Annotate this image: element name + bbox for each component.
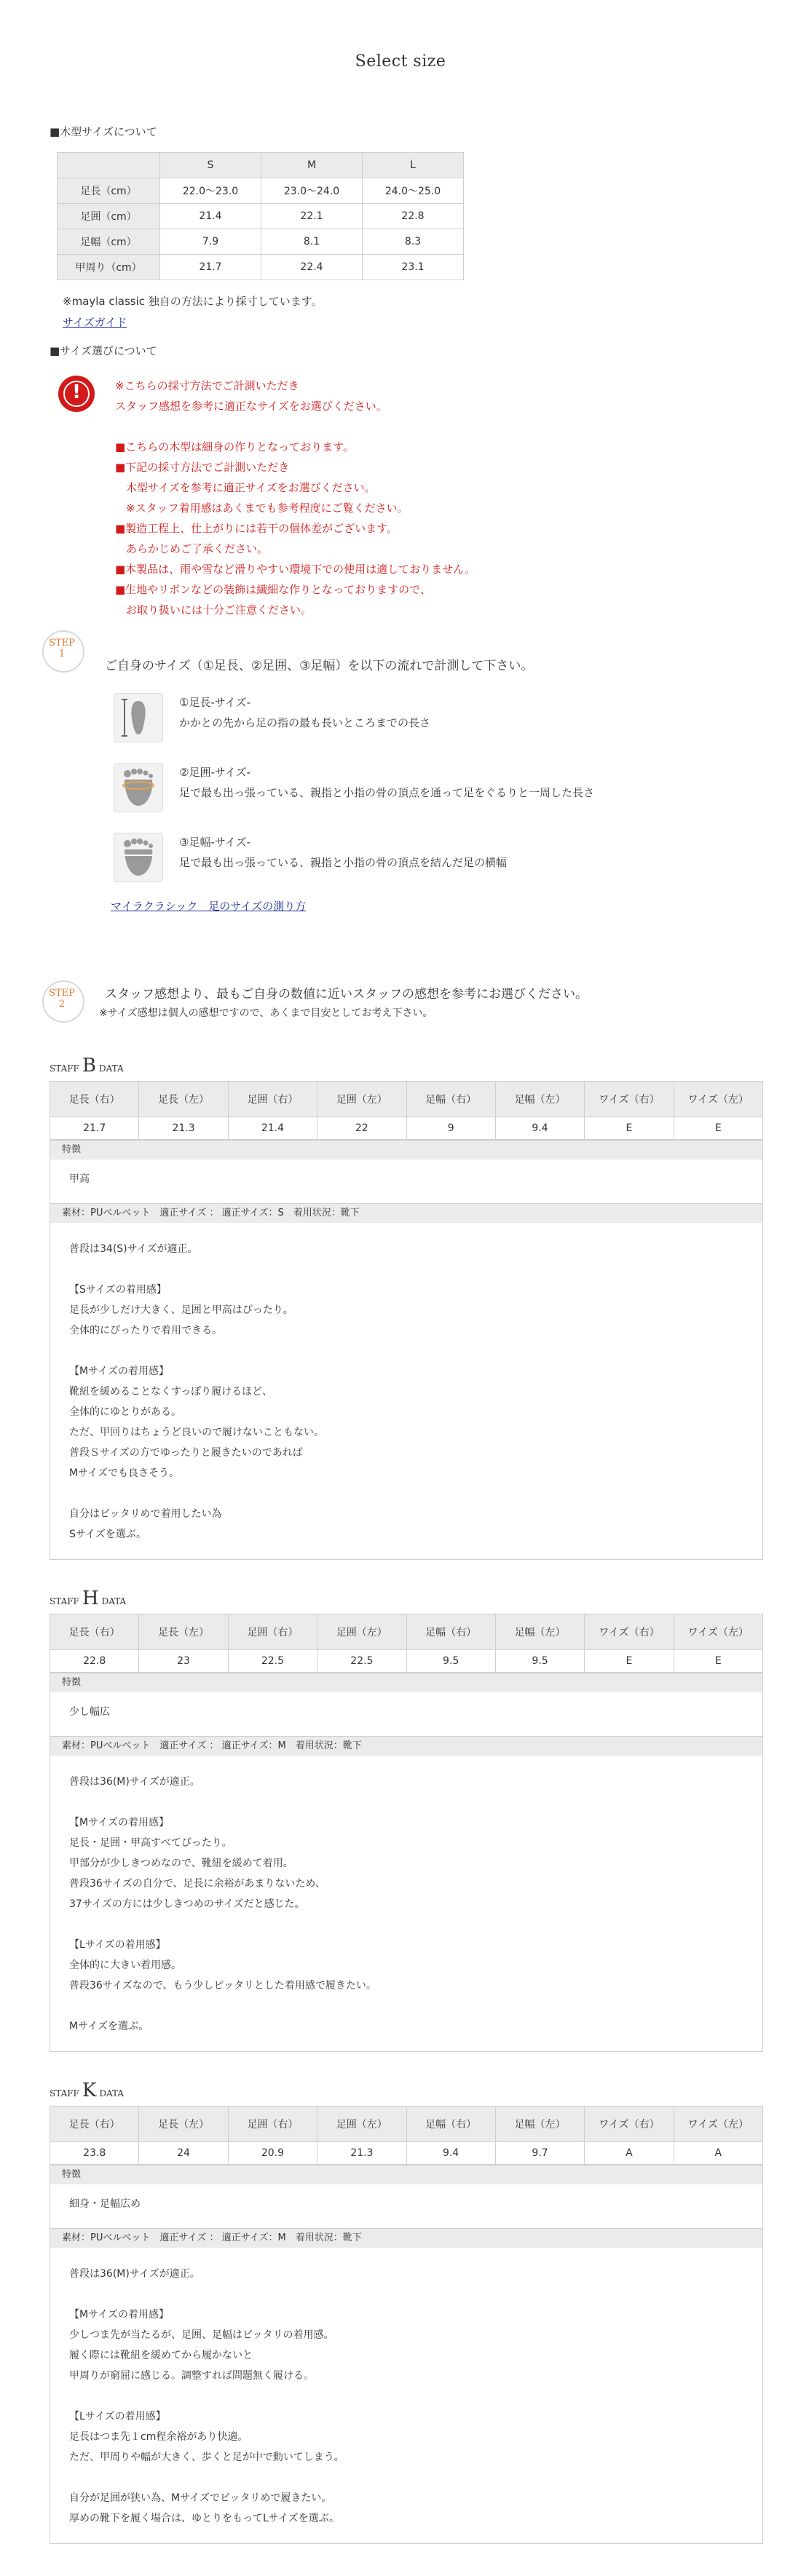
table-cell: 21.4 — [160, 204, 261, 229]
table-cell: E — [674, 1650, 762, 1673]
column-header: ワイズ（左） — [674, 1614, 762, 1650]
row-label: 足幅（cm） — [58, 229, 160, 255]
warning-line: ■生地やリボンなどの装飾は繊細な作りとなっておりますので、 — [115, 583, 431, 596]
staff-b-heading: STAFF B DATA — [50, 1055, 124, 1077]
warning-line: ■本製品は、雨や雪など滑りやすい環境下での使用は適しておりません。 — [115, 563, 476, 576]
column-header: ワイズ（左） — [674, 2107, 762, 2142]
column-header: 足幅（右） — [406, 1082, 495, 1117]
column-header-s: S — [160, 153, 261, 178]
table-cell: 21.7 — [50, 1117, 139, 1140]
step-label: STEP — [49, 638, 75, 649]
warning-line: ※スタッフ着用感はあくまでも参考程度にご覧ください。 — [115, 502, 409, 515]
step2-note: ※サイズ感想は個人の感想ですので、あくまで目安としてお考え下さい。 — [99, 1007, 433, 1019]
table-cell: 23.8 — [50, 2142, 139, 2165]
staff-h-details — [50, 1673, 763, 2052]
table-cell: E — [585, 1650, 674, 1673]
table-cell: A — [674, 2142, 762, 2165]
table-cell: 21.3 — [139, 1117, 228, 1140]
step2 — [0, 980, 801, 1050]
table-cell: 20.9 — [228, 2142, 317, 2165]
mokkei-size-table — [57, 152, 464, 280]
column-header: 足長（左） — [139, 2107, 228, 2142]
column-header: 足長（左） — [139, 1082, 228, 1117]
warning-line: ■下記の採寸方法でご計測いただき — [115, 461, 290, 474]
column-header-m: M — [261, 153, 363, 178]
measure-item-width — [0, 833, 801, 903]
staff-k-details — [50, 2165, 763, 2544]
feature-text: 少し幅広 — [69, 1706, 110, 1718]
table-cell: 22.5 — [228, 1650, 317, 1673]
table-row — [58, 255, 464, 280]
column-header: 足幅（左） — [495, 1082, 584, 1117]
column-header: 足囲（左） — [317, 1614, 406, 1650]
column-header: 足幅（左） — [495, 2107, 584, 2142]
table-row — [58, 229, 464, 255]
column-header: 足囲（右） — [228, 1082, 317, 1117]
table-cell: E — [585, 1117, 674, 1140]
table-cell: 22.8 — [363, 204, 464, 229]
wear-info: 素材：PUベルベット 適正サイズ ： 適正サイズ：M 着用状況：靴下 — [50, 1736, 762, 1756]
column-header: 足囲（左） — [317, 1082, 406, 1117]
staff-h-heading: STAFF H DATA — [50, 1588, 127, 1609]
measure-desc: 足で最も出っ張っている、親指と小指の骨の頂点を通って足をぐるりと一周した長さ — [179, 786, 595, 799]
column-header: 足囲（右） — [228, 1614, 317, 1650]
mokkei-note: ※mayla classic 独自の方法により採寸しています。 — [63, 295, 323, 308]
table-cell: 9.5 — [495, 1650, 584, 1673]
row-label: 甲周り（cm） — [58, 255, 160, 280]
table-cell: 21.4 — [228, 1117, 317, 1140]
choose-heading: ■サイズ選びについて — [50, 344, 157, 357]
staff-comment: 普段は34(S)サイズが適正。 【Sサイズの着用感】 足長が少しだけ大きく、足囲と甲高はぴったり。 全体的にぴったりで着用できる。 【Mサイズの着用感】 靴紐を緩めることなくすっぽり履けるほど、 全体的にゆとりがある。 ただ、甲回りはちょうど良いので履けないこともない。 普段Ｓサイズの方でゆったりと履きたいのであれば Mサイズでも良さそう。 自分はピッタリめで着用したい為 Sサイズを選ぶ。 — [69, 1243, 324, 1540]
column-header-l: L — [363, 153, 464, 178]
table-cell: 24.0～25.0 — [363, 178, 464, 204]
staff-h-table — [50, 1614, 763, 1673]
table-cell: 7.9 — [160, 229, 261, 255]
mokkei-heading: ■木型サイズについて — [50, 125, 157, 138]
size-guide-link[interactable]: サイズガイド — [63, 316, 127, 329]
warning-line: ■こちらの木型は細身の作りとなっております。 — [115, 440, 354, 453]
step1-text: ご自身のサイズ（①足長、②足囲、③足幅）を以下の流れで計測して下さい。 — [105, 659, 534, 673]
step-number: 1 — [58, 649, 66, 659]
column-header: 足囲（右） — [228, 2107, 317, 2142]
column-header: ワイズ（右） — [585, 1614, 674, 1650]
column-header: 足囲（左） — [317, 2107, 406, 2142]
table-cell: 9.4 — [495, 1117, 584, 1140]
measure-desc: かかとの先から足の指の最も長いところまでの長さ — [179, 716, 431, 729]
step2-badge — [42, 980, 93, 1020]
table-cell: 22.5 — [317, 1650, 406, 1673]
wear-info: 素材：PUベルベット 適正サイズ ： 適正サイズ：M 着用状況：靴下 — [50, 2228, 762, 2248]
column-header: 足幅（右） — [406, 1614, 495, 1650]
warning-line: 木型サイズを参考に適正サイズをお選びください。 — [115, 481, 376, 494]
row-label: 足長（cm） — [58, 178, 160, 204]
feature-text: 甲高 — [69, 1173, 90, 1185]
staff-comment: 普段は36(M)サイズが適正。 【Mサイズの着用感】 足長・足囲・甲高すべてぴったり。 甲部分が少しきつめなので、靴紐を緩めて着用。 普段36サイズの自分で、足長に余裕があまりないため、 37サイズの方には少しきつめのサイズだと感じた。 【Lサイズの着用感】 全体的に大きい着用感。 普段36サイズなので、もう少しピッタリとした着用感で履きたい。 Mサイズを選ぶ。 — [69, 1776, 376, 2032]
table-cell: 23.0～24.0 — [261, 178, 363, 204]
table-cell: 22.4 — [261, 255, 363, 280]
staff-k-heading: STAFF K DATA — [50, 2080, 124, 2101]
step-label: STEP — [49, 988, 75, 999]
page-title: Select size — [355, 52, 446, 71]
staff-b-details — [50, 1140, 763, 1560]
table-cell: 21.3 — [317, 2142, 406, 2165]
table-cell: 8.3 — [363, 229, 464, 255]
foot-width-icon — [114, 833, 163, 882]
table-cell: 23.1 — [363, 255, 464, 280]
table-cell: 8.1 — [261, 229, 363, 255]
table-cell: 22.1 — [261, 204, 363, 229]
step1 — [0, 630, 801, 693]
warning-line: スタッフ感想を参考に適正なサイズをお選びください。 — [115, 400, 387, 413]
column-header: 足長（右） — [50, 2107, 139, 2142]
table-cell: 22 — [317, 1117, 406, 1140]
wear-info: 素材：PUベルベット 適正サイズ ： 適正サイズ：S 着用状況：靴下 — [50, 1203, 762, 1223]
table-row — [50, 1117, 763, 1140]
table-row — [50, 2142, 763, 2165]
foot-length-icon — [114, 693, 163, 742]
table-row — [50, 1650, 763, 1673]
column-header: 足長（右） — [50, 1082, 139, 1117]
measure-item-length — [0, 693, 801, 763]
column-header: ワイズ（右） — [585, 1082, 674, 1117]
foot-girth-icon — [114, 763, 163, 812]
warning-line: ■製造工程上、仕上がりには若干の個体差がございます。 — [115, 522, 398, 535]
table-cell: 9.4 — [406, 2142, 495, 2165]
measure-title: ①足長-サイズ- — [179, 696, 251, 709]
measure-title: ②足囲-サイズ- — [179, 766, 251, 779]
column-header: ワイズ（右） — [585, 2107, 674, 2142]
warning-lines — [115, 376, 476, 620]
table-cell: 9.5 — [406, 1650, 495, 1673]
step2-text: スタッフ感想より、最もご自身の数値に近いスタッフの感想を参考にお選びください。 — [105, 987, 588, 1002]
table-row — [58, 204, 464, 229]
table-cell: 21.7 — [160, 255, 261, 280]
staff-b-table — [50, 1081, 763, 1140]
warning-line — [115, 416, 476, 437]
table-cell: A — [585, 2142, 674, 2165]
table-cell: 22.0～23.0 — [160, 178, 261, 204]
column-header: 足幅（右） — [406, 2107, 495, 2142]
warning-line: お取り扱いには十分ご注意ください。 — [115, 603, 312, 617]
measure-method-link[interactable]: マイラクラシック 足のサイズの測り方 — [111, 900, 307, 913]
warning-line: あらかじめご了承ください。 — [115, 542, 269, 555]
measure-desc: 足で最も出っ張っている、親指と小指の骨の頂点を結んだ足の横幅 — [179, 856, 508, 869]
measure-item-girth — [0, 763, 801, 833]
column-header: 足長（左） — [139, 1614, 228, 1650]
column-header: ワイズ（左） — [674, 1082, 762, 1117]
staff-k-table — [50, 2106, 763, 2165]
warning-line: ※こちらの採寸方法でご計測いただき — [115, 379, 299, 392]
column-header: 足長（右） — [50, 1614, 139, 1650]
feature-label: 特徴 — [50, 1140, 762, 1160]
feature-text: 細身・足幅広め — [69, 2198, 141, 2210]
step-number: 2 — [58, 999, 66, 1010]
feature-label: 特徴 — [50, 2165, 762, 2184]
column-header: 足幅（左） — [495, 1614, 584, 1650]
table-cell: E — [674, 1117, 762, 1140]
staff-comment: 普段は36(M)サイズが適正。 【Mサイズの着用感】 少しつま先が当たるが、足囲、足幅はピッタリの着用感。 履く際には靴紐を緩めてから履かないと 甲周りが窮屈に感じる。調整すれば問題無く履ける。 【Lサイズの着用感】 足長はつま先１cm程余裕があり快適。 ただ、甲周りや幅が大きく、歩くと足が中で動いてしまう。 自分が足囲が狭い為、Mサイズでピッタリめで履きたい。 厚めの靴下を履く場合は、ゆとりをもってLサイズを選ぶ。 — [69, 2268, 344, 2524]
table-row — [58, 178, 464, 204]
feature-label: 特徴 — [50, 1673, 762, 1692]
table-cell: 22.8 — [50, 1650, 139, 1673]
step1-badge — [42, 630, 93, 670]
table-cell: 23 — [139, 1650, 228, 1673]
exclamation-icon: ! — [58, 376, 95, 412]
table-cell: 9.7 — [495, 2142, 584, 2165]
measure-title: ③足幅-サイズ- — [179, 836, 251, 849]
table-cell: 24 — [139, 2142, 228, 2165]
warning-block — [0, 376, 801, 630]
table-corner — [58, 153, 160, 178]
table-cell: 9 — [406, 1117, 495, 1140]
row-label: 足囲（cm） — [58, 204, 160, 229]
